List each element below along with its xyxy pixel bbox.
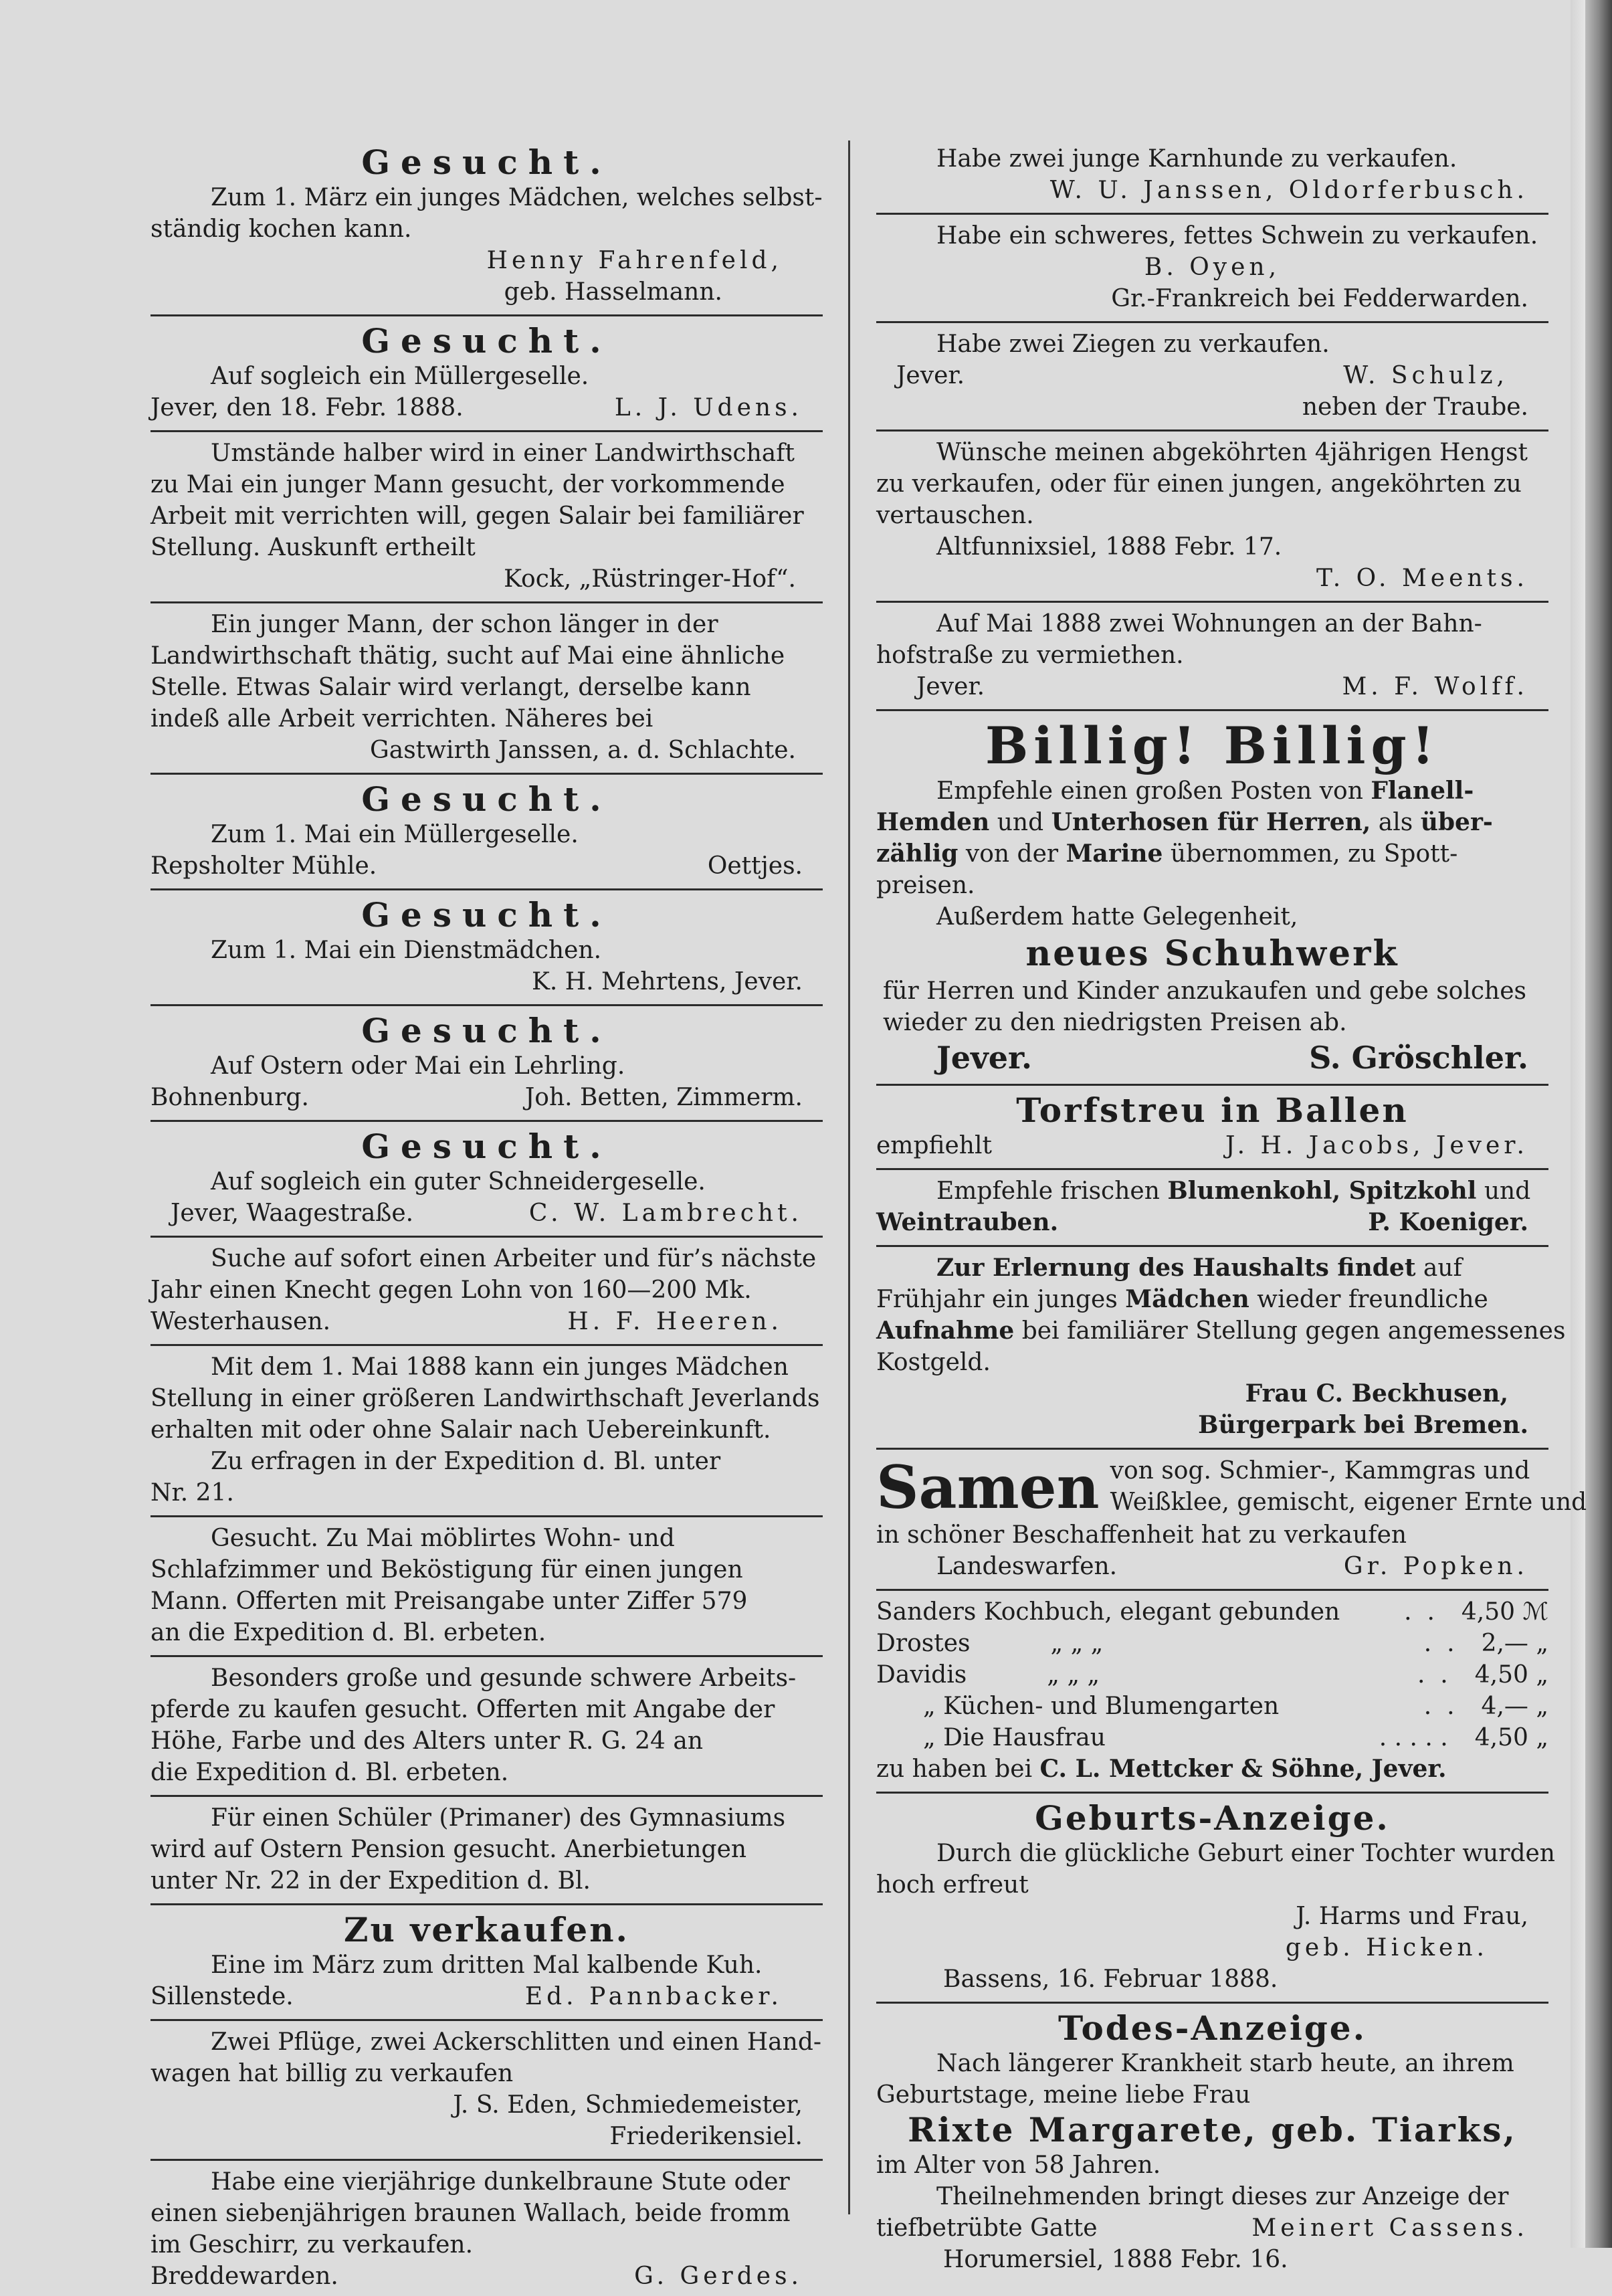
ad-signature: Gastwirth Janssen, a. d. Schlachte. <box>369 737 796 764</box>
right-column <box>876 0 1587 2273</box>
ad-text: Mit dem 1. Mai 1888 kann ein junges Mädchen <box>211 1353 789 1381</box>
ad-signature: T. O. Meents. <box>1316 565 1528 592</box>
ad-heading: Gesucht. <box>361 321 612 361</box>
ad-heading: Billig! Billig! <box>985 716 1439 775</box>
ad-gesucht-dienstmaedchen <box>150 893 823 1001</box>
ad-text: hofstraße zu vermiethen. <box>876 642 1184 669</box>
ad-text <box>876 1753 1548 1785</box>
ad-signature: W. U. Janssen, Oldorferbusch. <box>1049 177 1528 204</box>
book-price: 2,— „ <box>1481 1630 1549 1657</box>
ad-arbeiter-knecht <box>150 1240 823 1341</box>
divider <box>150 1120 823 1122</box>
ad-text: ständig kochen kann. <box>150 215 412 243</box>
ad-text: Für einen Schüler (Primaner) des Gymnasiums <box>211 1804 786 1832</box>
divider <box>150 601 823 603</box>
ad-text: wieder zu den niedrigsten Preisen ab. <box>883 1009 1347 1036</box>
ad-text: Höhe, Farbe und des Alters unter R. G. 24 an <box>150 1727 704 1755</box>
ad-text: im Alter von 58 Jahren. <box>876 2151 1161 2179</box>
ad-signature: geb. Hicken. <box>1285 1934 1488 1962</box>
ad-place: Jever. <box>916 673 985 700</box>
ad-billig <box>876 714 1548 1081</box>
text-run: wieder freundliche <box>1249 1286 1488 1313</box>
dot-leader: . . . . . <box>1379 1724 1448 1751</box>
ad-text: Auf sogleich ein guter Schneidergeselle. <box>211 1168 706 1195</box>
ad-signature: G. Gerdes. <box>634 2263 803 2290</box>
divider <box>876 1589 1548 1591</box>
ad-text: Arbeit mit verrichten will, gegen Salair bei familiärer <box>150 502 804 530</box>
text-bold: Marine <box>1066 840 1163 868</box>
ad-text: Auf Ostern oder Mai ein Lehrling. <box>211 1052 625 1080</box>
ad-text: einen siebenjährigen braunen Wallach, beide fromm <box>150 2200 791 2227</box>
ad-text: Zwei Pflüge, zwei Ackerschlitten und einen Hand- <box>211 2028 822 2056</box>
divider <box>876 1245 1548 1247</box>
text-run: übernommen, zu Spott- <box>1163 840 1458 868</box>
ad-text: Stelle. Etwas Salair wird verlangt, derselbe kann <box>150 674 751 701</box>
ad-text: empfiehlt <box>876 1132 992 1159</box>
divider <box>150 1655 823 1657</box>
ad-text: Altfunnixsiel, 1888 Febr. 17. <box>936 533 1282 561</box>
ad-samen <box>876 1452 1587 1586</box>
ad-signature: C. W. Lambrecht. <box>528 1200 803 1227</box>
divider <box>876 429 1548 432</box>
text-bold: Flanell- <box>1371 777 1474 805</box>
ad-text: erhalten mit oder ohne Salair nach Uebereinkunft. <box>150 1416 771 1444</box>
ad-text: zu Mai ein junger Mann gesucht, der vorkommende <box>150 471 785 498</box>
text-run: Empfehle frischen <box>936 1177 1168 1205</box>
ad-signature: L. J. Udens. <box>614 394 803 421</box>
divider <box>150 1515 823 1517</box>
ad-signature: Joh. Betten, Zimmerm. <box>524 1084 803 1111</box>
ad-signature: H. F. Heeren. <box>567 1308 783 1335</box>
divider <box>876 601 1548 603</box>
ad-text: pferde zu kaufen gesucht. Offerten mit Angabe der <box>150 1696 775 1723</box>
ad-text <box>876 1315 1566 1347</box>
ad-text <box>876 1252 1548 1284</box>
ad-blumenkohl <box>876 1173 1548 1242</box>
divider <box>150 1236 823 1238</box>
divider <box>150 2159 823 2161</box>
ad-text: zu verkaufen, oder für einen jungen, angeköhrten zu <box>876 470 1522 498</box>
ad-text: Geburtstage, meine liebe Frau <box>876 2081 1251 2109</box>
ad-text: an die Expedition d. Bl. erbeten. <box>150 1619 546 1646</box>
ad-signature: Oettjes. <box>707 852 803 880</box>
ad-place: Bohnenburg. <box>150 1084 309 1111</box>
text-run: Frühjahr ein junges <box>876 1286 1126 1313</box>
ad-text: Zu erfragen in der Expedition d. Bl. unter <box>211 1448 721 1475</box>
ad-gesucht-muellergeselle <box>150 319 823 427</box>
ad-haushalt <box>876 1250 1566 1445</box>
left-column <box>150 0 823 2290</box>
divider <box>876 1168 1548 1170</box>
text-bold: zählig <box>876 840 959 868</box>
ad-text: Jahr einen Knecht gegen Lohn von 160—200 Mk. <box>150 1276 752 1304</box>
ad-place: Repsholter Mühle. <box>150 852 377 880</box>
ad-ziegen <box>876 326 1548 427</box>
ad-place: Jever. <box>896 362 965 389</box>
ad-text: Weißklee, gemischt, eigener Ernte und <box>1110 1489 1587 1516</box>
ad-signature: S. Gröschler. <box>1309 1040 1528 1076</box>
ad-text: vertauschen. <box>876 502 1034 529</box>
text-bold: C. L. Mettcker & Söhne, Jever. <box>1039 1755 1447 1783</box>
ad-hengst <box>876 434 1548 598</box>
divider <box>150 773 823 775</box>
divider <box>150 2019 823 2021</box>
ad-kochbuecher <box>876 1594 1548 1789</box>
ad-signature: J. Harms und Frau, <box>1296 1903 1528 1930</box>
ad-heading: Gesucht. <box>361 1127 612 1166</box>
ad-text: Weintrauben. <box>876 1208 1059 1236</box>
deceased-name: Rixte Margarete, geb. Tiarks, <box>908 2110 1517 2149</box>
divider <box>876 213 1548 215</box>
ad-text: Durch die glückliche Geburt einer Tochter wurden <box>936 1840 1555 1867</box>
ad-wohnzimmer-gesucht <box>150 1520 823 1652</box>
ad-text: Besonders große und gesunde schwere Arbeits- <box>211 1664 797 1692</box>
text-run: und <box>1476 1177 1531 1205</box>
divider <box>150 1004 823 1006</box>
ad-junges-maedchen-stellung <box>150 1349 823 1513</box>
ad-text: Nach längerer Krankheit starb heute, an ihrem <box>936 2050 1514 2077</box>
ad-heading: Todes-Anzeige. <box>1057 2008 1367 2048</box>
dot-leader: . . <box>1423 1630 1455 1657</box>
text-bold: über- <box>1420 808 1493 836</box>
ad-text: Ein junger Mann, der schon länger in der <box>211 611 718 638</box>
ad-text: Zum 1. Mai ein Dienstmädchen. <box>211 937 602 964</box>
ad-text: im Geschirr, zu verkaufen. <box>150 2231 474 2259</box>
book-name: Drostes <box>876 1630 971 1657</box>
ad-text: wagen hat billig zu verkaufen <box>150 2060 514 2087</box>
ad-place: Jever, Waagestraße. <box>171 1200 414 1227</box>
column-divider <box>848 140 850 2214</box>
ad-text: Zum 1. Mai ein Müllergeselle. <box>211 821 579 848</box>
divider <box>876 709 1548 711</box>
ad-text <box>876 838 1548 870</box>
ad-heading: Gesucht. <box>361 142 612 182</box>
book-name: Davidis <box>876 1661 967 1689</box>
ad-text: von sog. Schmier-, Kammgras und <box>1110 1457 1530 1485</box>
ad-signature: J. H. Jacobs, Jever. <box>1225 1132 1528 1159</box>
ad-text <box>876 775 1548 807</box>
ad-text: Habe zwei junge Karnhunde zu verkaufen. <box>936 145 1457 173</box>
text-bold: Mädchen <box>1125 1285 1249 1313</box>
ad-gesucht-kochen <box>150 140 823 312</box>
text-run: zu haben bei <box>876 1755 1040 1783</box>
ditto-marks: „ „ „ <box>1047 1661 1100 1689</box>
divider <box>150 1795 823 1797</box>
ad-text: Gesucht. Zu Mai möblirtes Wohn- und <box>211 1525 675 1552</box>
ad-text: preisen. <box>876 872 975 899</box>
ad-heading: Zu verkaufen. <box>344 1910 629 1949</box>
text-bold: Aufnahme <box>876 1317 1015 1345</box>
divider <box>150 430 823 432</box>
ad-text <box>876 807 1548 838</box>
ad-text: tiefbetrübte Gatte <box>876 2214 1098 2242</box>
page-edge <box>1571 0 1585 2248</box>
ad-place: Breddewarden. <box>150 2263 338 2290</box>
ad-text: Suche auf sofort einen Arbeiter und für’s nächste <box>211 1245 817 1272</box>
ad-signature: Henny Fahrenfeld, <box>486 247 783 274</box>
ad-signature: Kock, „Rüstringer-Hof“. <box>504 565 796 593</box>
ad-signature: geb. Hasselmann. <box>504 278 722 306</box>
ad-text: indeß alle Arbeit verrichten. Näheres bei <box>150 705 653 733</box>
book-name: „ Küchen- und Blumengarten <box>923 1693 1280 1720</box>
text-bold: Blumenkohl, Spitzkohl <box>1167 1177 1477 1205</box>
ad-signature: J. S. Eden, Schmiedemeister, <box>453 2091 803 2119</box>
ad-signature: B. Oyen, <box>1144 254 1281 281</box>
text-bold: Hemden <box>876 808 990 836</box>
ad-gesucht-repsholt <box>150 777 823 886</box>
ad-text: Eine im März zum dritten Mal kalbende Kuh. <box>211 1951 763 1979</box>
ad-text: Nr. 21. <box>150 1479 234 1507</box>
ad-text: Zum 1. März ein junges Mädchen, welches selbst- <box>211 184 823 211</box>
text-run: Empfehle einen großen Posten von <box>936 777 1371 805</box>
ad-signature: K. H. Mehrtens, Jever. <box>531 968 803 995</box>
text-run: auf <box>1415 1254 1462 1282</box>
ad-text: für Herren und Kinder anzukaufen und gebe solches <box>883 977 1526 1005</box>
ad-wohnungen <box>876 605 1548 706</box>
ad-heading: Gesucht. <box>361 1011 612 1050</box>
book-name: „ Die Hausfrau <box>923 1724 1106 1751</box>
ditto-marks: „ „ „ <box>1050 1630 1104 1657</box>
ad-heading: Geburts-Anzeige. <box>1035 1798 1390 1838</box>
ad-signature: Gr.-Frankreich bei Fedderwarden. <box>1111 285 1528 312</box>
text-bold: Zur Erlernung des Haushalts findet <box>936 1254 1416 1282</box>
ad-heading: Gesucht. <box>361 895 612 935</box>
ad-place: Jever, den 18. Febr. 1888. <box>150 394 464 421</box>
ad-stute-wallach <box>150 2164 823 2296</box>
divider <box>150 314 823 316</box>
ad-text: Theilnehmenden bringt dieses zur Anzeige der <box>936 2183 1509 2210</box>
ad-text: Habe zwei Ziegen zu verkaufen. <box>936 330 1330 358</box>
ad-place: Sillenstede. <box>150 1983 294 2010</box>
text-run: und <box>989 809 1051 836</box>
dot-leader: . . <box>1423 1693 1455 1720</box>
ad-signature: Friederikensiel. <box>609 2123 803 2150</box>
divider <box>876 1084 1548 1086</box>
ad-place: Landeswarfen. <box>936 1553 1118 1580</box>
divider <box>876 321 1548 323</box>
ad-text: in schöner Beschaffenheit hat zu verkaufen <box>876 1521 1407 1549</box>
book-price: 4,50 „ <box>1474 1661 1548 1689</box>
ad-signature: W. Schulz, <box>1343 362 1508 389</box>
divider <box>876 2002 1548 2004</box>
ad-signature: Frau C. Beckhusen, <box>1245 1379 1508 1408</box>
divider <box>150 1344 823 1346</box>
ad-signature: Ed. Pannbacker. <box>524 1983 783 2010</box>
ad-text <box>876 1284 1548 1315</box>
ad-text: Auf sogleich ein Müllergeselle. <box>211 363 589 390</box>
ad-heading: Samen <box>876 1452 1100 1522</box>
ad-text: hoch erfreut <box>876 1871 1029 1899</box>
ad-signature: Bürgerpark bei Bremen. <box>1198 1411 1528 1439</box>
book-binding <box>1585 0 1612 2248</box>
ad-geburtsanzeige <box>876 1796 1555 1999</box>
ad-text: Schlafzimmer und Beköstigung für einen jungen <box>150 1556 743 1584</box>
ad-pfluege <box>150 2024 823 2156</box>
ad-gesucht-lehrling <box>150 1009 823 1117</box>
ad-pension-gesucht <box>150 1800 823 1901</box>
ad-signature: M. F. Wolff. <box>1342 673 1528 700</box>
ad-text: Stellung in einer größeren Landwirthschaft Jeverlands <box>150 1385 820 1412</box>
ad-todesanzeige <box>876 2006 1548 2279</box>
ad-place: Westerhausen. <box>150 1308 331 1335</box>
ad-text: wird auf Ostern Pension gesucht. Anerbietungen <box>150 1836 747 1863</box>
ad-text: Stellung. Auskunft ertheilt <box>150 534 476 561</box>
divider <box>150 888 823 890</box>
book-name: Sanders Kochbuch, elegant gebunden <box>876 1598 1340 1626</box>
text-run: von der <box>958 840 1066 868</box>
ad-place: Jever. <box>936 1040 1033 1076</box>
ad-signature: P. Koeniger. <box>1368 1208 1528 1236</box>
ad-text: Außerdem hatte Gelegenheit, <box>936 903 1298 931</box>
ad-text <box>876 1175 1548 1207</box>
ad-arbeitspferde <box>150 1660 823 1792</box>
ad-gesucht-schneidergeselle <box>150 1125 823 1233</box>
ad-signature: Gr. Popken. <box>1343 1553 1528 1580</box>
divider <box>150 1903 823 1905</box>
dot-leader: . . <box>1404 1598 1435 1626</box>
book-price: 4,— „ <box>1481 1693 1548 1720</box>
ad-text: die Expedition d. Bl. erbeten. <box>150 1759 509 1786</box>
ad-signature: neben der Traube. <box>1302 393 1528 421</box>
ad-text: Umstände halber wird in einer Landwirthschaft <box>211 440 795 467</box>
ad-text: Habe eine vierjährige dunkelbraune Stute oder <box>211 2168 790 2196</box>
ad-signature: Meinert Cassens. <box>1251 2214 1528 2242</box>
book-price: 4,50 „ <box>1474 1724 1548 1751</box>
dot-leader: . . <box>1417 1661 1448 1689</box>
ad-text: Wünsche meinen abgeköhrten 4jährigen Hengst <box>936 439 1528 466</box>
ad-landwirthschaft-junger-mann <box>150 435 823 599</box>
ad-text: Auf Mai 1888 zwei Wohnungen an der Bahn- <box>936 610 1482 638</box>
ad-text: Horumersiel, 1888 Febr. 16. <box>943 2246 1288 2273</box>
ad-torfstreu <box>876 1088 1548 1165</box>
text-run: bei familiärer Stellung gegen angemessenes <box>1014 1317 1566 1345</box>
ad-schwein <box>876 217 1548 318</box>
ad-heading: Gesucht. <box>361 779 612 819</box>
ad-text: Bassens, 16. Februar 1888. <box>943 1966 1278 1993</box>
divider <box>876 1448 1548 1450</box>
ad-text: Landwirthschaft thätig, sucht auf Mai eine ähnliche <box>150 642 785 670</box>
ad-text: Habe ein schweres, fettes Schwein zu verkaufen. <box>936 222 1538 250</box>
divider <box>876 1792 1548 1794</box>
ad-text: Mann. Offerten mit Preisangabe unter Ziffer 579 <box>150 1588 748 1615</box>
ad-subheading: neues Schuhwerk <box>1025 933 1399 974</box>
ad-karnhunde <box>876 140 1548 210</box>
ad-zu-verkaufen-kuh <box>150 1908 823 2016</box>
text-bold: Unterhosen für Herren, <box>1051 808 1371 836</box>
ad-heading: Torfstreu in Ballen <box>1016 1090 1409 1130</box>
text-run: als <box>1371 809 1421 836</box>
ad-junger-mann-sucht <box>150 606 823 770</box>
ad-text: Kostgeld. <box>876 1349 991 1376</box>
ad-text: unter Nr. 22 in der Expedition d. Bl. <box>150 1867 591 1895</box>
book-price: 4,50 ℳ <box>1461 1598 1548 1626</box>
